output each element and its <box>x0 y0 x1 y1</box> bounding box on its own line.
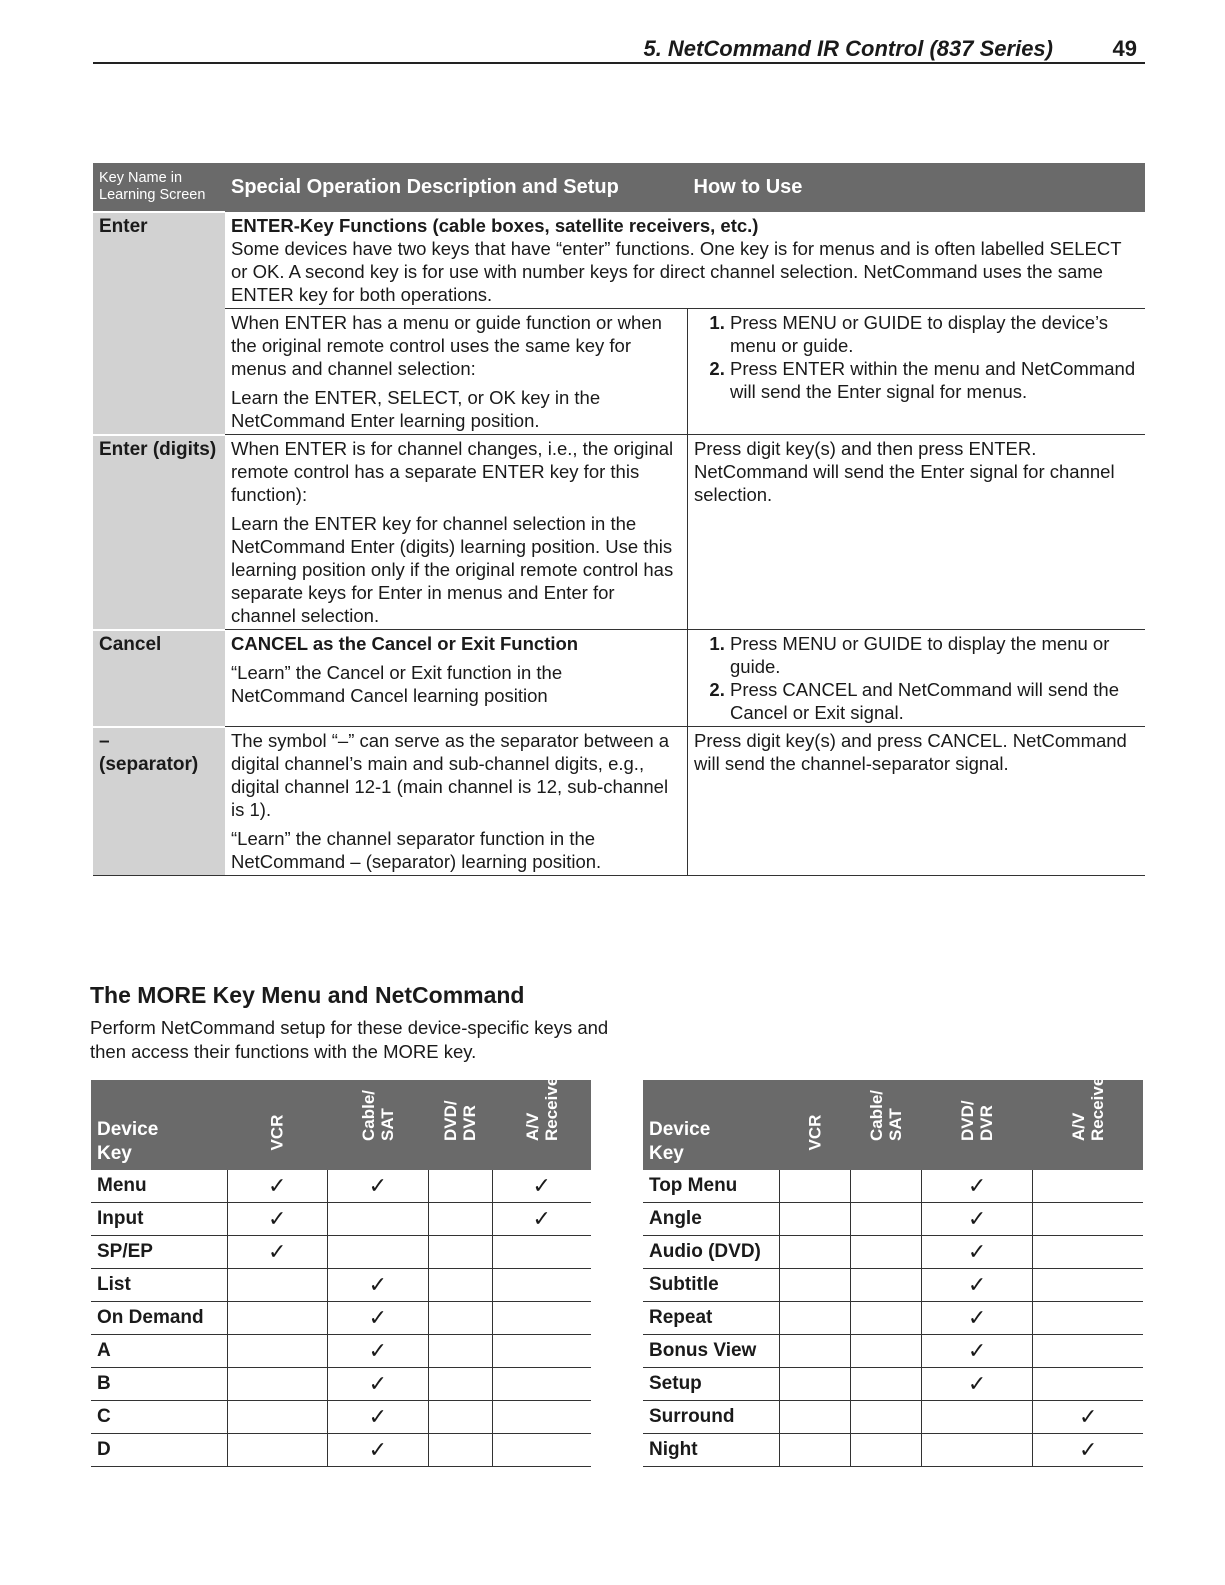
more-section-title: The MORE Key Menu and NetCommand <box>90 982 525 1008</box>
key-cancel: Cancel <box>93 630 225 727</box>
key-separator <box>93 727 225 876</box>
device-key-label: Menu <box>91 1170 227 1203</box>
table-row <box>643 1434 1143 1467</box>
table-row <box>643 1302 1143 1335</box>
table-row <box>643 1236 1143 1269</box>
more-section-text: Perform NetCommand setup for these device-specific keys and then access their functions with the MORE key. <box>90 1017 609 1062</box>
empty-cell <box>492 1302 591 1335</box>
check-mark: ✓ <box>328 1368 429 1401</box>
check-mark: ✓ <box>921 1335 1033 1368</box>
enter-step-2: Press ENTER within the menu and NetCommand will send the Enter signal for menus. <box>730 358 1136 402</box>
empty-cell <box>428 1203 492 1236</box>
cancel-setup <box>225 630 688 727</box>
empty-cell <box>850 1401 921 1434</box>
col-special-operation: Special Operation Description and Setup <box>225 163 688 212</box>
table-row <box>643 1368 1143 1401</box>
device-key-label: Input <box>91 1203 227 1236</box>
empty-cell <box>428 1368 492 1401</box>
empty-cell <box>492 1236 591 1269</box>
table-row <box>91 1170 591 1203</box>
empty-cell <box>850 1434 921 1467</box>
empty-cell <box>850 1236 921 1269</box>
check-mark: ✓ <box>328 1269 429 1302</box>
table-row <box>643 1269 1143 1302</box>
table-row <box>91 1236 591 1269</box>
col-av-receiver: A/V Receiver <box>1033 1080 1143 1170</box>
enter-description <box>225 212 1145 309</box>
empty-cell <box>227 1269 328 1302</box>
col-how-to-use: How to Use <box>688 163 1146 212</box>
check-mark: ✓ <box>227 1170 328 1203</box>
empty-cell <box>492 1335 591 1368</box>
enter-digits-text2: Learn the ENTER key for channel selection in the NetCommand Enter (digits) learning position. Use this learning position only if the original remote control has separate keys for Enter in menus and Enter for channel selection. <box>231 513 674 626</box>
empty-cell <box>779 1335 850 1368</box>
chapter-title: 5. NetCommand IR Control (837 Series) <box>643 36 1053 61</box>
empty-cell <box>850 1335 921 1368</box>
device-key-label: D <box>91 1434 227 1467</box>
empty-cell <box>328 1236 429 1269</box>
enter-setup-text1: When ENTER has a menu or guide function or when the original remote control uses the same key for menus and channel selection: <box>231 312 662 379</box>
empty-cell <box>779 1401 850 1434</box>
check-mark: ✓ <box>492 1170 591 1203</box>
table-row <box>91 1269 591 1302</box>
device-key-label: Setup <box>643 1368 779 1401</box>
empty-cell <box>1033 1236 1143 1269</box>
col-key-name: Key Name in Learning Screen <box>93 163 225 212</box>
check-mark: ✓ <box>1033 1401 1143 1434</box>
enter-intro: Some devices have two keys that have “enter” functions. One key is for menus and is often labelled SELECT or OK. A second key is for use with number keys for direct channel selection. NetCommand uses the same ENTER key for both operations. <box>231 238 1122 305</box>
col-vcr: VCR <box>227 1080 328 1170</box>
table-row <box>91 1368 591 1401</box>
cancel-heading: CANCEL as the Cancel or Exit Function <box>231 633 579 654</box>
cancel-setup-text: “Learn” the Cancel or Exit function in the NetCommand Cancel learning position <box>231 662 563 706</box>
device-key-label: On Demand <box>91 1302 227 1335</box>
empty-cell <box>779 1203 850 1236</box>
enter-heading: ENTER-Key Functions (cable boxes, satellite receivers, etc.) <box>231 215 759 236</box>
empty-cell <box>921 1401 1033 1434</box>
empty-cell <box>1033 1335 1143 1368</box>
check-mark: ✓ <box>227 1203 328 1236</box>
separator-label: (separator) <box>99 753 199 775</box>
enter-setup-text2: Learn the ENTER, SELECT, or OK key in the NetCommand Enter learning position. <box>231 387 601 431</box>
check-mark: ✓ <box>328 1335 429 1368</box>
empty-cell <box>227 1335 328 1368</box>
cancel-step-2: Press CANCEL and NetCommand will send the Cancel or Exit signal. <box>730 679 1120 723</box>
table-row <box>643 1203 1143 1236</box>
device-key-label: Angle <box>643 1203 779 1236</box>
check-mark: ✓ <box>328 1302 429 1335</box>
device-key-label: C <box>91 1401 227 1434</box>
separator-how-to: Press digit key(s) and press CANCEL. NetCommand will send the channel-separator signal. <box>688 727 1146 876</box>
check-mark: ✓ <box>328 1401 429 1434</box>
empty-cell <box>492 1401 591 1434</box>
empty-cell <box>227 1302 328 1335</box>
empty-cell <box>779 1170 850 1203</box>
check-mark: ✓ <box>921 1170 1033 1203</box>
device-key-label: Surround <box>643 1401 779 1434</box>
empty-cell <box>1033 1269 1143 1302</box>
empty-cell <box>850 1269 921 1302</box>
empty-cell <box>227 1401 328 1434</box>
check-mark: ✓ <box>328 1170 429 1203</box>
separator-text1: The symbol “–” can serve as the separator between a digital channel’s main and sub-channel digits, e.g., digital channel 12-1 (main channel is 12, sub-channel is 1). <box>231 730 670 820</box>
empty-cell <box>1033 1302 1143 1335</box>
device-key-label: Repeat <box>643 1302 779 1335</box>
col-vcr: VCR <box>779 1080 850 1170</box>
device-key-label: Top Menu <box>643 1170 779 1203</box>
separator-setup <box>225 727 688 876</box>
device-key-label: B <box>91 1368 227 1401</box>
check-mark: ✓ <box>1033 1434 1143 1467</box>
page-header <box>93 36 1145 64</box>
empty-cell <box>428 1302 492 1335</box>
device-key-label: Night <box>643 1434 779 1467</box>
empty-cell <box>428 1401 492 1434</box>
empty-cell <box>328 1203 429 1236</box>
table-row <box>91 1302 591 1335</box>
empty-cell <box>779 1236 850 1269</box>
device-key-label: SP/EP <box>91 1236 227 1269</box>
table-row <box>91 1335 591 1368</box>
check-mark: ✓ <box>227 1236 328 1269</box>
device-key-label: List <box>91 1269 227 1302</box>
empty-cell <box>428 1236 492 1269</box>
empty-cell <box>428 1269 492 1302</box>
device-key-header: Device Key <box>91 1080 227 1170</box>
device-key-label: A <box>91 1335 227 1368</box>
enter-setup <box>225 309 688 435</box>
check-mark: ✓ <box>921 1269 1033 1302</box>
check-mark: ✓ <box>492 1203 591 1236</box>
empty-cell <box>428 1170 492 1203</box>
check-mark: ✓ <box>328 1434 429 1467</box>
empty-cell <box>850 1302 921 1335</box>
check-mark: ✓ <box>921 1203 1033 1236</box>
table-row <box>643 1335 1143 1368</box>
enter-digits-how-to: Press digit key(s) and then press ENTER. NetCommand will send the Enter signal for channel selection. <box>688 435 1146 630</box>
key-enter: Enter <box>93 212 225 435</box>
device-key-label: Audio (DVD) <box>643 1236 779 1269</box>
enter-how-to <box>688 309 1146 435</box>
empty-cell <box>492 1368 591 1401</box>
check-mark: ✓ <box>921 1368 1033 1401</box>
check-mark: ✓ <box>921 1236 1033 1269</box>
enter-digits-text1: When ENTER is for channel changes, i.e., the original remote control has a separate ENTER key for this function): <box>231 438 674 505</box>
table-row <box>91 1434 591 1467</box>
device-key-label: Bonus View <box>643 1335 779 1368</box>
table-row <box>91 1203 591 1236</box>
more-key-table-right <box>643 1070 1143 1467</box>
empty-cell <box>779 1302 850 1335</box>
device-key-header: Device Key <box>643 1080 779 1170</box>
table-row <box>643 1170 1143 1203</box>
empty-cell <box>492 1269 591 1302</box>
empty-cell <box>1033 1203 1143 1236</box>
more-key-table-left <box>91 1070 591 1467</box>
empty-cell <box>779 1269 850 1302</box>
col-cable-sat: Cable/ SAT <box>328 1080 429 1170</box>
cancel-step-1: Press MENU or GUIDE to display the menu or guide. <box>730 633 1110 677</box>
key-enter-digits: Enter (digits) <box>93 435 225 630</box>
enter-step-1: Press MENU or GUIDE to display the device’s menu or guide. <box>730 312 1109 356</box>
table-row <box>643 1401 1143 1434</box>
empty-cell <box>227 1434 328 1467</box>
empty-cell <box>227 1368 328 1401</box>
empty-cell <box>1033 1368 1143 1401</box>
separator-text2: “Learn” the channel separator function in the NetCommand – (separator) learning position. <box>231 828 602 872</box>
separator-symbol: – <box>99 730 110 752</box>
empty-cell <box>492 1434 591 1467</box>
empty-cell <box>1033 1170 1143 1203</box>
table-row <box>91 1401 591 1434</box>
empty-cell <box>428 1335 492 1368</box>
device-key-label: Subtitle <box>643 1269 779 1302</box>
empty-cell <box>850 1203 921 1236</box>
empty-cell <box>921 1434 1033 1467</box>
col-av-receiver: A/V Receiver <box>492 1080 591 1170</box>
empty-cell <box>779 1368 850 1401</box>
col-dvd-dvr: DVD/ DVR <box>921 1080 1033 1170</box>
special-operations-table <box>93 163 1145 876</box>
empty-cell <box>779 1434 850 1467</box>
check-mark: ✓ <box>921 1302 1033 1335</box>
page-number: 49 <box>1112 36 1137 61</box>
col-dvd-dvr: DVD/ DVR <box>428 1080 492 1170</box>
cancel-how-to <box>688 630 1146 727</box>
empty-cell <box>850 1368 921 1401</box>
enter-digits-setup <box>225 435 688 630</box>
col-cable-sat: Cable/ SAT <box>850 1080 921 1170</box>
empty-cell <box>428 1434 492 1467</box>
empty-cell <box>850 1170 921 1203</box>
